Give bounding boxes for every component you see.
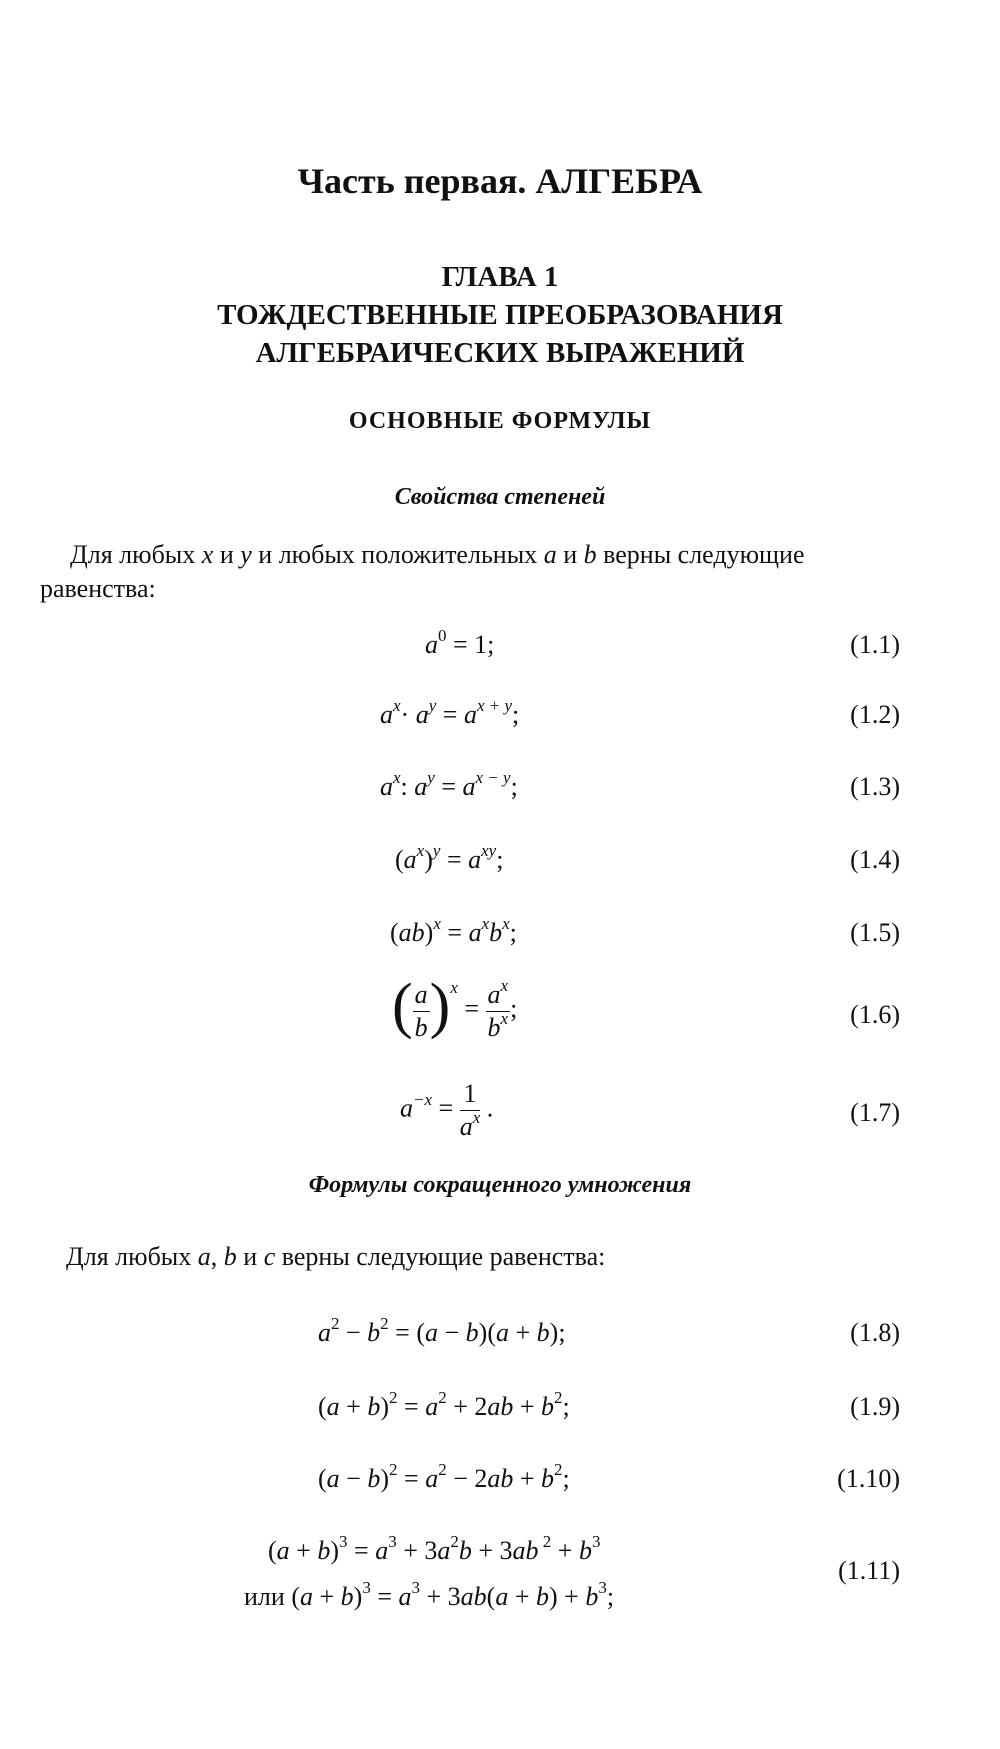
formula-number: (1.5)	[850, 918, 900, 947]
formula-1-5: $(ab)^x = a^xb^x$;	[390, 914, 517, 947]
formula-1-8: $a^2 - b^2 = (a - b)(a + b)$;	[318, 1314, 566, 1347]
formula-1-2: $a^x\cdot a^y = a^{x + y}$;	[380, 696, 520, 729]
formula-number: (1.9)	[850, 1392, 900, 1421]
formula-1-11-line-2: или $(a + b)^3 = a^3 + 3ab(a + b) + b^3$;	[244, 1578, 615, 1611]
chapter-title-line-1: ТОЖДЕСТВЕННЫЕ ПРЕОБРАЗОВАНИЯ	[217, 299, 783, 331]
short-mult-heading: Формулы сокращенного умножения	[308, 1172, 692, 1198]
chapter-label: ГЛАВА 1	[441, 261, 559, 293]
formula-number: (1.3)	[850, 772, 900, 801]
formula-1-6: ( $\frac{a}{b}$ )$^x$ = $\frac{a^x}{b^x}$ ;	[392, 972, 518, 1042]
part-title: Часть первая. АЛГЕБРА	[297, 161, 703, 201]
formula-number: (1.4)	[850, 845, 900, 874]
chapter-heading	[0, 258, 1000, 372]
formula-number: (1.1)	[850, 630, 900, 659]
formula-1-11-line-1: $(a + b)^3 = a^3 + 3a^2b + 3ab$ $^2 + b^3$	[268, 1532, 601, 1565]
formula-number: (1.8)	[850, 1318, 900, 1347]
powers-intro-line-2: равенства:	[40, 574, 156, 603]
formula-1-10: $(a - b)^2 = a^2 - 2ab + b^2$;	[318, 1460, 570, 1493]
formula-number: (1.2)	[850, 700, 900, 729]
formula-1-4: $(a^x)^y = a^{xy}$;	[395, 841, 504, 874]
powers-intro-line-1: Для любых x и y и любых положительных a и b верны следующие	[70, 540, 805, 569]
formula-1-7: $a^{-x}$ = $\frac{1}{a^x}$ .	[400, 1079, 494, 1141]
short-mult-intro: Для любых a, b и c верны следующие равенства:	[66, 1242, 606, 1271]
powers-heading: Свойства степеней	[394, 484, 606, 510]
formula-1-3: $a^x$: $a^y = a^{x - y}$;	[380, 768, 518, 801]
formula-number: (1.11)	[838, 1556, 900, 1585]
section-title: ОСНОВНЫЕ ФОРМУЛЫ	[348, 408, 652, 434]
formula-number: (1.7)	[850, 1098, 900, 1127]
powers-intro	[40, 538, 920, 606]
formula-number: (1.6)	[850, 1000, 900, 1029]
formula-1-9: $(a + b)^2 = a^2 + 2ab + b^2$;	[318, 1388, 570, 1421]
chapter-title-line-2: АЛГЕБРАИЧЕСКИХ ВЫРАЖЕНИЙ	[255, 337, 745, 369]
formula-number: (1.10)	[837, 1464, 900, 1493]
formula-1-1: $a^0 = 1$;	[425, 626, 495, 659]
